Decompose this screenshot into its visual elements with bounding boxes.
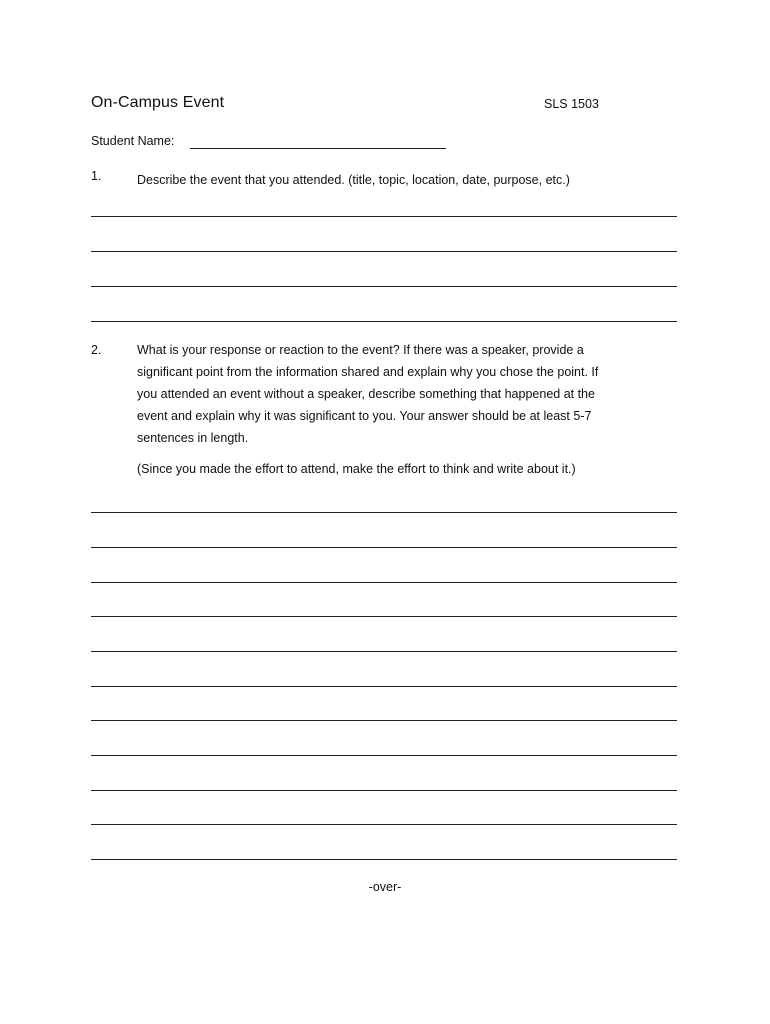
answer-2-line[interactable] xyxy=(91,512,677,513)
question-1-text: Describe the event that you attended. (title, topic, location, date, purpose, etc.) xyxy=(137,173,570,187)
page-footer: -over- xyxy=(368,880,402,894)
question-2-line: sentences in length. xyxy=(137,431,249,445)
answer-2-line[interactable] xyxy=(91,616,677,617)
answer-2-line[interactable] xyxy=(91,651,677,652)
answer-1-line[interactable] xyxy=(91,216,677,217)
answer-2-line[interactable] xyxy=(91,547,677,548)
question-2-line: significant point from the information shared and explain why you chose the point. If xyxy=(137,365,599,379)
question-2-text xyxy=(137,339,677,449)
answer-2-line[interactable] xyxy=(91,720,677,721)
student-name-line[interactable] xyxy=(190,148,446,149)
question-1-number: 1. xyxy=(91,169,102,183)
answer-1-line[interactable] xyxy=(91,321,677,322)
question-2-line: What is your response or reaction to the event? If there was a speaker, provide a xyxy=(137,343,584,357)
answer-2-line[interactable] xyxy=(91,824,677,825)
answer-2-line[interactable] xyxy=(91,755,677,756)
answer-1-line[interactable] xyxy=(91,286,677,287)
answer-1-line[interactable] xyxy=(91,251,677,252)
page-title: On-Campus Event xyxy=(91,94,225,111)
question-2-line: you attended an event without a speaker, describe something that happened at the xyxy=(137,387,595,401)
course-code: SLS 1503 xyxy=(544,97,599,111)
question-2-note: (Since you made the effort to attend, make the effort to think and write about it.) xyxy=(137,462,576,476)
answer-2-line[interactable] xyxy=(91,686,677,687)
answer-2-line[interactable] xyxy=(91,859,677,860)
answer-2-line[interactable] xyxy=(91,582,677,583)
answer-2-line[interactable] xyxy=(91,790,677,791)
question-2-number: 2. xyxy=(91,343,102,357)
question-2-line: event and explain why it was significant to you. Your answer should be at least 5-7 xyxy=(137,409,592,423)
student-name-label: Student Name: xyxy=(91,134,175,148)
